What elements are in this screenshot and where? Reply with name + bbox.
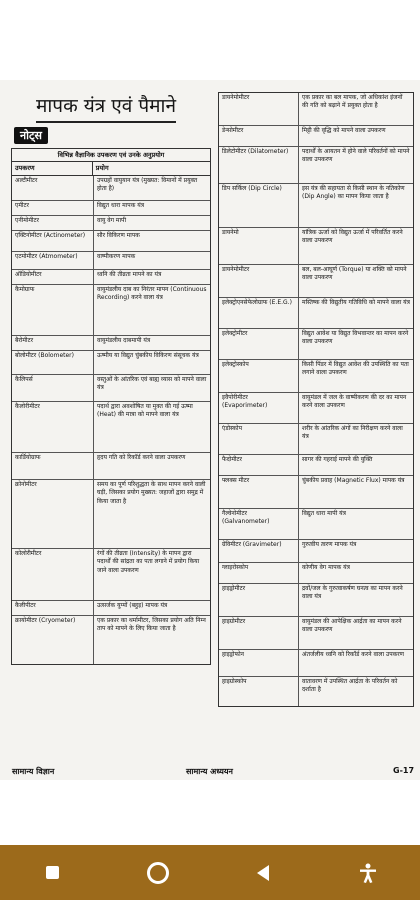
table-row (12, 216, 210, 231)
instrument-use: एक प्रकार का थर्मामीटर, जिसका प्रयोग अति निम्न ताप को मापने के लिए किया जाता है (97, 617, 206, 633)
table-row (219, 228, 413, 265)
instrument-use: पदार्थों के आयतन में होने वाले परिवर्तनों को मापने वाला उपकरण (302, 148, 410, 164)
instrument-use: शरीर के आंतरिक अंगों का निरीक्षण करने वाला यंत्र (302, 425, 403, 441)
table-row (12, 549, 210, 601)
instrument-name: डायनेमोमीटर (219, 93, 299, 125)
instrument-name: हाइग्रोस्कोप (219, 677, 299, 706)
instrument-use: मिट्टी की वृद्धि को मापने वाला उपकरण (302, 127, 386, 134)
instrument-use: विद्युत आवेश या विद्युत विभवान्तर का मापन करने वाला उपकरण (302, 330, 409, 346)
instrument-name: डिप सर्किल (Dip Circle) (219, 184, 299, 227)
table-row (219, 584, 413, 617)
instrument-use: सौर विकिरण मापक (97, 232, 140, 239)
table-row (219, 93, 413, 126)
instrument-name: डायनेमो (219, 228, 299, 264)
instrument-name: एटमोमीटर (Atmometer) (12, 252, 94, 269)
instrument-name: कैलिपर्स (12, 375, 94, 401)
instrument-use: एक प्रकार का बल मापक, जो अधिकांश इंजनों की गति को बढ़ाने में प्रयुक्त होता है (302, 94, 403, 110)
instrument-use: वायु वेग मापी (97, 217, 127, 224)
table-row (219, 509, 413, 540)
instrument-name: एमीटर (12, 201, 94, 215)
table-row (219, 650, 413, 677)
table-row (219, 360, 413, 393)
instrument-use: इस यंत्र की सहायता से किसी स्थान के नतिकोण (Dip Angle) का मापन किया जाता है (302, 185, 405, 201)
android-nav-bar (0, 845, 420, 900)
instrument-name: फ्लक्स मीटर (219, 476, 299, 508)
table-row (12, 480, 210, 549)
table-row (219, 147, 413, 184)
accessibility-button[interactable] (338, 853, 398, 893)
instrument-use: ध्वनि की तीव्रता मापने का यंत्र (97, 271, 162, 278)
table-row (219, 184, 413, 228)
table-row (12, 285, 210, 336)
instrument-name: इलेक्ट्रोमीटर (219, 329, 299, 359)
instrument-name: बैरोमीटर (12, 336, 94, 350)
table-row (12, 351, 210, 375)
table-row (219, 424, 413, 455)
instrument-name: हाइड्रोफोन (219, 650, 299, 676)
instrument-use: विद्युत धारा मापक यंत्र (97, 202, 145, 209)
instrument-use: पदार्थ द्वारा अवशोषित या मुक्त की गई ऊष्मा (Heat) की मात्रा को मापने वाला यंत्र (97, 403, 193, 419)
right-table (218, 92, 414, 707)
table-row (12, 601, 210, 616)
instrument-use: वातावरण में उपस्थित आर्द्रता के परिवर्तन को दर्शाता है (302, 678, 398, 694)
instrument-use: गुरुत्वीय त्वरण मापक यंत्र (302, 541, 357, 548)
instrument-name: एंडोस्कोप (219, 424, 299, 454)
instrument-name: बोलोमीटर (Bolometer) (12, 351, 94, 374)
instrument-name: एक्टिनोमीटर (Actinometer) (12, 231, 94, 251)
page-title: मापक यंत्र एवं पैमाने (36, 92, 176, 123)
instrument-use: वायुमंडल में जल के वाष्पीकरण की दर का मापन करने वाला उपकरण (302, 394, 407, 410)
instrument-use: वायुमंडलीय दाबमापी यंत्र (97, 337, 151, 344)
instrument-name: कैमोग्राफ (12, 285, 94, 335)
instrument-name: हाइग्रोमीटर (219, 617, 299, 649)
document-page (0, 80, 420, 780)
square-icon (46, 866, 59, 879)
table-row (12, 336, 210, 351)
table-row (12, 375, 210, 402)
instrument-name: कैलोरीमीटर (12, 402, 94, 452)
table-row (12, 201, 210, 216)
table-row (219, 298, 413, 329)
instrument-name: एनीमोमीटर (12, 216, 94, 230)
table-row (219, 617, 413, 650)
instrument-use: बल, बल-आघूर्ण (Torque) या शक्ति को मापने वाला उपकरण (302, 266, 407, 282)
table-row (219, 540, 413, 563)
left-table (11, 148, 211, 665)
instrument-use: कोणीय वेग मापक यंत्र (302, 564, 350, 571)
instrument-use: उत्सर्जक युग्मों (बहुइ) मापक यंत्र (97, 602, 168, 609)
instrument-name: डेन्सोमीटर (219, 126, 299, 146)
table-row (219, 677, 413, 706)
table-row (12, 402, 210, 453)
instrument-name: डायनेमोमीटर (219, 265, 299, 297)
instrument-name: हाइड्रोमीटर (219, 584, 299, 616)
instrument-name: गैल्वेनोमीटर (Galvanometer) (219, 509, 299, 539)
circle-icon (147, 862, 169, 884)
table-caption: विभिन्न वैज्ञानिक उपकरण एवं उनके अनुप्रयोग (12, 149, 210, 162)
home-button[interactable] (128, 853, 188, 893)
instrument-use: मस्तिष्क की विद्युतीय गतिविधि को मापने वाला यंत्र (302, 299, 410, 306)
right-table-body (219, 93, 413, 706)
instrument-name: ग्रेविमीटर (Gravimeter) (219, 540, 299, 562)
instrument-use: हृदय गति को रिकॉर्ड करने वाला उपकरण (97, 454, 186, 461)
triangle-back-icon (257, 865, 269, 881)
table-row (219, 476, 413, 509)
table-row (12, 453, 210, 480)
instrument-use: किसी पिंडर में विद्युत आवेश की उपस्थिति का पता लगाने वाला उपकरण (302, 361, 409, 377)
table-row (219, 265, 413, 298)
footer-page-number: G-17 (393, 766, 415, 775)
header-instrument: उपकरण (12, 162, 93, 175)
table-row (12, 176, 210, 201)
table-row (12, 616, 210, 664)
instrument-name: डिलेटोमीटर (Dilatometer) (219, 147, 299, 183)
table-row (12, 252, 210, 270)
instrument-name: ग्लाइरोस्कोप (219, 563, 299, 583)
instrument-name: इलेक्ट्रोएनसेफेलोग्राफ (E.E.G.) (219, 298, 299, 328)
table-row (12, 231, 210, 252)
table-row (219, 563, 413, 584)
instrument-use: अंतर्जलीय ध्वनि को रिकॉर्ड करने वाला उपकरण (302, 651, 405, 658)
back-button[interactable] (233, 853, 293, 893)
instrument-name: फैदोमीटर (219, 455, 299, 475)
instrument-use: चुंबकीय प्रवाह (Magnetic Flux) मापक यंत्र (302, 477, 405, 484)
recent-apps-button[interactable] (23, 853, 83, 893)
left-table-body (12, 176, 210, 664)
table-row (219, 126, 413, 147)
instrument-use: समय का पूर्ण परिशुद्धता के साथ मापन करने वाली घड़ी, जिसका प्रयोग मुख्यत: जहाजों द्वारा समुद्र में किया जाता है (97, 481, 206, 505)
instrument-use: उपग्रहों वायुयान यंत्र (मुख्यत: विमानों में प्रयुक्त होता है) (97, 177, 198, 193)
instrument-name: कोलोरीमीटर (12, 549, 94, 600)
table-row (219, 393, 413, 424)
accessibility-icon (359, 863, 377, 883)
instrument-use: द्रवों/जल के गुरुत्वाकर्षण घनत्व का मापन करने वाला यंत्र (302, 585, 403, 601)
footer-section: सामान्य अध्ययन (186, 767, 233, 776)
instrument-name: इलेक्ट्रोस्कोप (219, 360, 299, 392)
instrument-name: इवैपोरीमीटर (Evaporimeter) (219, 393, 299, 423)
instrument-use: वस्तुओं के आंतरिक एवं बाह्य व्यास को मापने वाला यंत्र (97, 376, 207, 392)
instrument-use: यांत्रिक ऊर्जा को विद्युत ऊर्जा में परिवर्तित करने वाला उपकरण (302, 229, 403, 245)
instrument-use: वायुमंडलीय दाब का निरंतर मापन (Continuous Recording) करने वाला यंत्र (97, 286, 207, 302)
table-row (12, 270, 210, 285)
instrument-name: ऑडियोमीटर (12, 270, 94, 284)
instrument-use: वायुमंडल की आपेक्षिक आर्द्रता का मापन करने वाला उपकरण (302, 618, 402, 634)
instrument-name: क्रोनोमीटर (12, 480, 94, 548)
table-row (219, 329, 413, 360)
table-row (219, 455, 413, 476)
instrument-use: वाष्पीकरण मापक (97, 253, 136, 260)
instrument-name: कैलीपीटर (12, 601, 94, 615)
instrument-use: विद्युत धारा मापी यंत्र (302, 510, 346, 517)
table-header (12, 162, 210, 176)
header-use: प्रयोग (95, 164, 109, 172)
instrument-use: रंगों की तीव्रता (Intensity) के मापन द्वारा पदार्थों की सांद्रता का पता लगाने में प्रयोग किया जाने वाला उपकरण (97, 550, 200, 574)
instrument-use: सागर की गहराई मापने की युक्ति (302, 456, 373, 463)
instrument-use: ऊष्मीय या विद्युत चुंबकीय विकिरण संसूचक यंत्र (97, 352, 199, 359)
notes-badge: नोट्स (14, 127, 48, 144)
instrument-name: अल्टीमीटर (12, 176, 94, 200)
footer-subject: सामान्य विज्ञान (12, 767, 55, 776)
instrument-name: क्रायोमीटर (Cryometer) (12, 616, 94, 664)
instrument-name: कार्डियोग्राफ (12, 453, 94, 479)
